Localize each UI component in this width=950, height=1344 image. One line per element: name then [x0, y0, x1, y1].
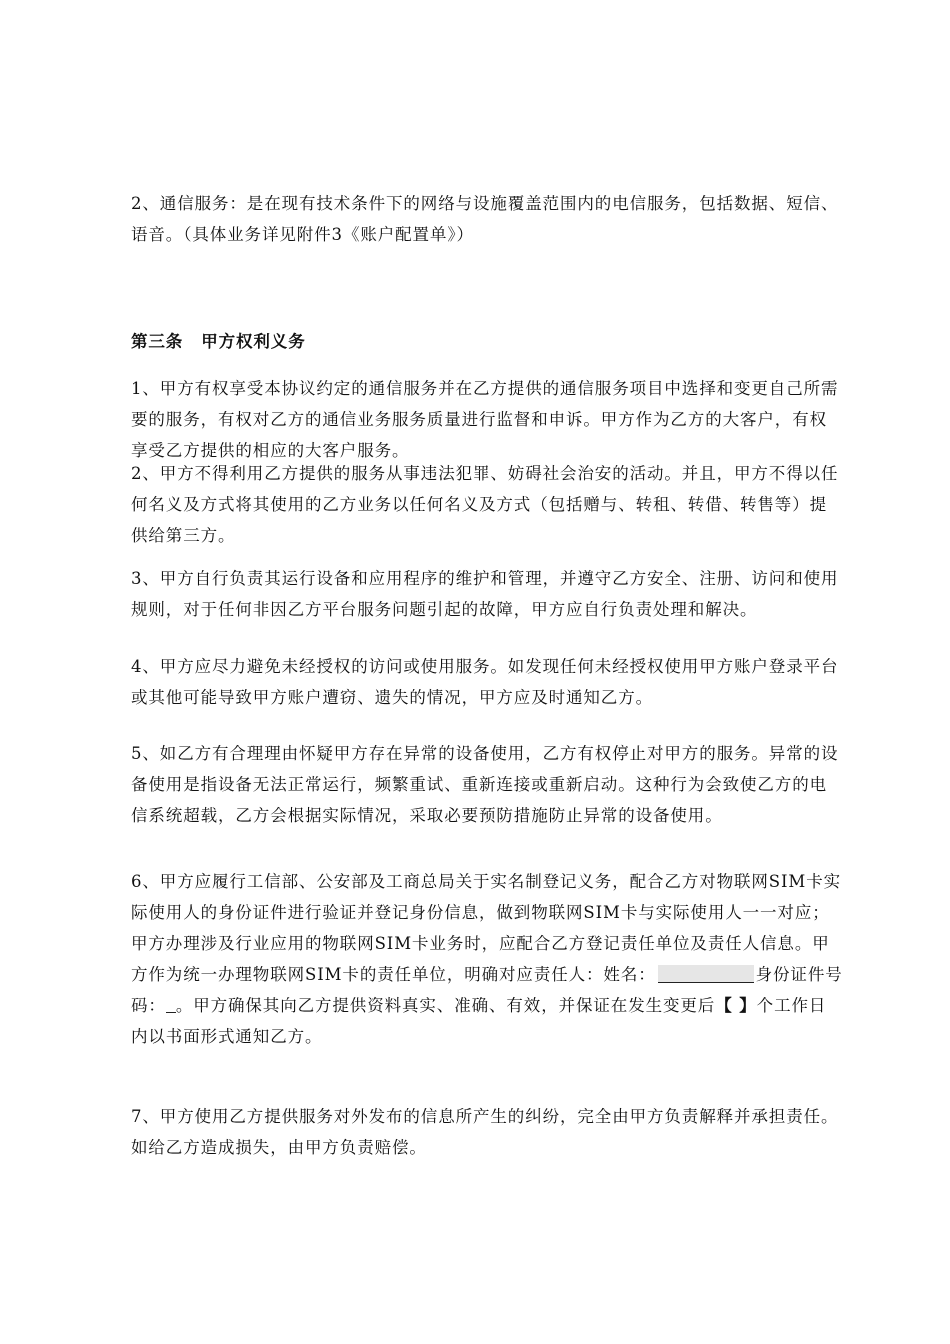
article-title: 甲方权利义务 — [201, 332, 306, 351]
article-3-item-7: 7、甲方使用乙方提供服务对外发布的信息所产生的纠纷，完全由甲方负责解释并承担责任。如给乙方造成损失，由甲方负责赔偿。 — [131, 1107, 839, 1157]
article-3-item-2: 2、甲方不得利用乙方提供的服务从事违法犯罪、妨碍社会治安的活动。并且，甲方不得以任何名义及方式将其使用的乙方业务以任何名义及方式（包括赠与、转租、转借、转售等）提供给第三方。 — [131, 464, 839, 545]
item-6-text-3: 。甲方确保其向乙方提供资料真实、准确、有效，并保证在发生变更后 — [175, 996, 716, 1015]
article-3-item-3: 3、甲方自行负责其运行设备和应用程序的维护和管理，并遵守乙方安全、注册、访问和使用规则，对于任何非因乙方平台服务问题引起的故障，甲方应自行负责处理和解决。 — [131, 569, 839, 619]
article-3-heading — [131, 326, 306, 357]
item-6-text-2: 身份证件号码： — [131, 965, 843, 1015]
id-number-field[interactable] — [166, 998, 176, 1013]
responsible-person-name-field[interactable] — [658, 965, 754, 983]
communication-service-clause: 2、通信服务：是在现有技术条件下的网络与设施覆盖范围内的电信服务，包括数据、短信、语音。（具体业务详见附件3《账户配置单》） — [131, 194, 839, 244]
article-number: 第三条 — [131, 332, 184, 351]
article-3-item-5: 5、如乙方有合理理由怀疑甲方存在异常的设备使用，乙方有权停止对甲方的服务。异常的设备使用是指设备无法正常运行，频繁重试、重新连接或重新启动。这种行为会致使乙方的电信系统超载，乙方会根据实际情况，采取必要预防措施防止异常的设备使用。 — [131, 744, 839, 825]
article-3-item-4: 4、甲方应尽力避免未经授权的访问或使用服务。如发现任何未经授权使用甲方账户登录平台或其他可能导致甲方账户遭窃、遗失的情况，甲方应及时通知乙方。 — [131, 657, 839, 707]
article-3-item-6 — [131, 866, 843, 1052]
item-6-text-4: 个工作日内以书面形式通知乙方。 — [131, 996, 827, 1046]
article-3-item-1: 1、甲方有权享受本协议约定的通信服务并在乙方提供的通信服务项目中选择和变更自己所需要的服务，有权对乙方的通信业务服务质量进行监督和申诉。甲方作为乙方的大客户，有权享受乙方提供的相应的大客户服务。 — [131, 379, 839, 460]
days-bracket-field[interactable]: 【 】 — [715, 996, 757, 1015]
item-6-text-1: 6、甲方应履行工信部、公安部及工商总局关于实名制登记义务，配合乙方对物联网SIM卡实际使用人的身份证件进行验证并登记身份信息，做到物联网SIM卡与实际使用人一一对应；甲方办理涉及行业应用的物联网SIM卡业务时，应配合乙方登记责任单位及责任人信息。甲方作为统一办理物联网SIM卡的责任单位，明确对应责任人：姓名： — [131, 872, 842, 984]
